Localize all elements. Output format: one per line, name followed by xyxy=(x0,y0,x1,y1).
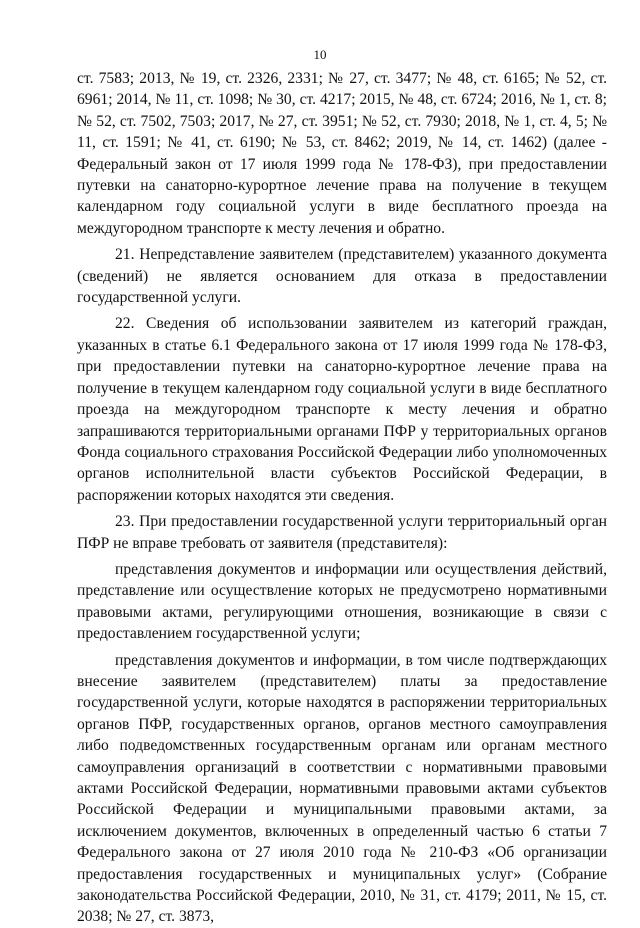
paragraph-23-item-2: представления документов и информации, в том числе подтверждающих внесение заявителем (представителем) платы за предоставление государственной услуги, которые находятся в распоряжении территориальных органов ПФР, государственных органов, органов местного самоуправления либо подведомственных государственным органам или органам местного самоуправления организаций в соответствии с нормативными правовыми актами Российской Федерации, нормативными правовыми актами субъектов Российской Федерации и муниципальными правовыми актами, за исключением документов, включенных в определенный частью 6 статьи 7 Федерального закона от 27 июля 2010 года № 210-ФЗ «Об организации предоставления государственных и муниципальных услуг» (Собрание законодательства Российской Федерации, 2010, № 31, ст. 4179; 2011, № 15, ст. 2038; № 27, ст. 3873, xyxy=(77,651,607,926)
paragraph-23-item-1: представления документов и информации или осуществления действий, представление или осуществление которых не предусмотрено нормативными правовыми актами, регулирующими отношения, возникающие в связи с предоставлением государственной услуги; xyxy=(77,560,607,643)
paragraph-23: 23. При предоставлении государственной услуги территориальный орган ПФР не вправе требовать от заявителя (представителя): xyxy=(77,513,607,552)
page-number: 10 xyxy=(313,47,327,62)
document-body xyxy=(77,68,607,928)
paragraph-continuation: ст. 7583; 2013, № 19, ст. 2326, 2331; № 27, ст. 3477; № 48, ст. 6165; № 52, ст. 6961; 2014, № 11, ст. 1098; № 30, ст. 4217; 2015, № 48, ст. 6724; 2016, № 1, ст. 8; № 52, ст. 7502, 7503; 2017, № 27, ст. 3951; № 52, ст. 7930; 2018, № 1, ст. 4, 5; № 11, ст. 1591; № 41, ст. 6190; № 53, ст. 8462; 2019, № 14, ст. 1462) (далее - Федеральный закон от 17 июля 1999 года № 178-ФЗ), при предоставлении путевки на санаторно-курортное лечение права на получение в текущем календарном году социальной услуги в виде бесплатного проезда на междугородном транспорте к месту лечения и обратно. xyxy=(77,70,607,237)
paragraph-22: 22. Сведения об использовании заявителем из категорий граждан, указанных в статье 6.1 Федерального закона от 17 июля 1999 года № 178-ФЗ, при предоставлении путевки на санаторно-курортное лечение права на получение в текущем календарном году социальной услуги в виде бесплатного проезда на междугородном транспорте к месту лечения и обратно запрашиваются территориальными органами ПФР у территориальных органов Фонда социального страхования Российской Федерации либо уполномоченных органов исполнительной власти субъектов Российской Федерации, в распоряжении которых находятся эти сведения. xyxy=(77,315,607,504)
paragraph-21: 21. Непредставление заявителем (представителем) указанного документа (сведений) не является основанием для отказа в предоставлении государственной услуги. xyxy=(77,246,607,307)
